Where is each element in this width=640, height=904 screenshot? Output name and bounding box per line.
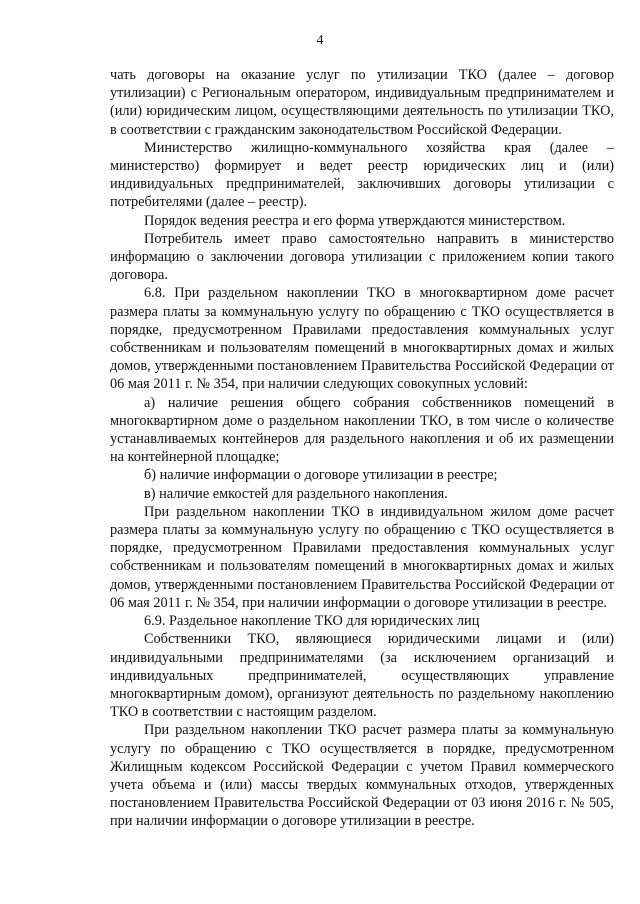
paragraph-ministry-registry: Министерство жилищно-коммунального хозяйства края (далее – министерство) формирует и ведет реестр юридических лиц и (или) индивидуальных предпринимателей, заключивших договоры утилизации с потребителями (далее – реестр). bbox=[110, 139, 614, 211]
page-number: 4 bbox=[316, 33, 324, 48]
section-heading-6-9: 6.9. Раздельное накопление ТКО для юридических лиц bbox=[144, 613, 480, 630]
paragraph-legal-entities: Собственники ТКО, являющиеся юридическими лицами и (или) индивидуальными предпринимателями (за исключением организаций и индивидуальных предпринимателей, осуществляющих управление многоквартирным домом), организуют деятельность по раздельному накоплению ТКО в соответствии с настоящим разделом. bbox=[110, 631, 614, 721]
paragraph-consumer-right: Потребитель имеет право самостоятельно направить в министерство информацию о заключении договора утилизации с приложением копии такого договора. bbox=[110, 230, 614, 284]
paragraph-section-6-8: 6.8. При раздельном накоплении ТКО в многоквартирном доме расчет размера платы за коммунальную услугу по обращению с ТКО осуществляется в порядке, предусмотренном Правилами предоставления коммунальных услуг собственникам и пользователям помещений в многоквартирных домах и жилых домов, утвержденными постановлением Правительства Российской Федерации от 06 мая 2011 г. № 354, при наличии следующих совокупных условий: bbox=[110, 285, 614, 393]
list-item-condition-a: а) наличие решения общего собрания собственников помещений в многоквартирном доме о раздельном накоплении ТКО, в том числе о количестве устанавливаемых контейнеров для раздельного накопления и об их размещении на контейнерной площадке; bbox=[110, 394, 614, 466]
paragraph-payment-calculation: При раздельном накоплении ТКО расчет размера платы за коммунальную услугу по обращению с ТКО осуществляется в порядке, предусмотренном Жилищным кодексом Российской Федерации с учетом Правил коммерческого учета объема и (или) массы твердых коммунальных отходов, утвержденных постановлением Правительства Российской Федерации от 03 июня 2016 г. № 505, при наличии информации о договоре утилизации в реестре. bbox=[110, 722, 614, 830]
list-item-condition-c: в) наличие емкостей для раздельного накопления. bbox=[144, 485, 448, 502]
paragraph-registry-procedure: Порядок ведения реестра и его форма утверждаются министерством. bbox=[144, 212, 566, 229]
paragraph-individual-house: При раздельном накоплении ТКО в индивидуальном жилом доме расчет размера платы за коммунальную услугу по обращению с ТКО осуществляется в порядке, предусмотренном Правилами предоставления коммунальных услуг собственникам и пользователям помещений в многоквартирных домах и жилых домов, утвержденными постановлением Правительства Российской Федерации от 06 мая 2011 г. № 354, при наличии информации о договоре утилизации в реестре. bbox=[110, 503, 614, 611]
document-body bbox=[110, 66, 614, 831]
paragraph-contracts-continuation: чать договоры на оказание услуг по утилизации ТКО (далее – договор утилизации) с Региональным оператором, индивидуальным предпринимателем и (или) юридическим лицом, осуществляющими деятельность по утилизации ТКО, в соответствии с гражданским законодательством Российской Федерации. bbox=[110, 67, 614, 138]
list-item-condition-b: б) наличие информации о договоре утилизации в реестре; bbox=[144, 467, 498, 484]
